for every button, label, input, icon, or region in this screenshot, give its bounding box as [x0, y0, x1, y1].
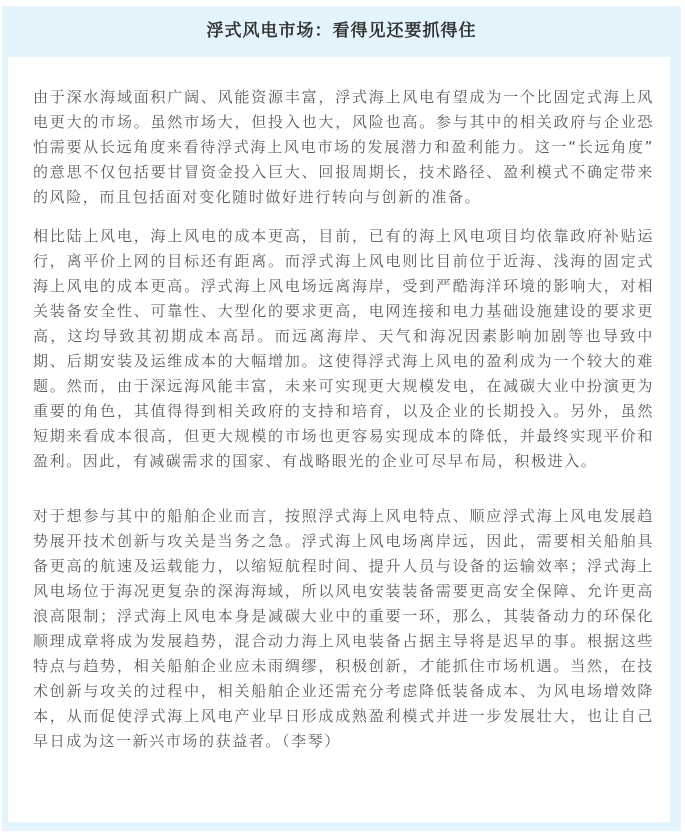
article-header — [2, 6, 681, 57]
paragraph: 对于想参与其中的船舶企业而言，按照浮式海上风电特点、顺应浮式海上风电发展趋势展开技术创新与攻关是当务之急。浮式海上风电场离岸远，因此，需要相关船舶具备更高的航速及运载能力，以缩短航程时间、提升人员与设备的运输效率；浮式海上风电场位于海况更复杂的深海海域，所以风电安装装备需要更高安全保障、允许更高浪高限制；浮式海上风电本身是减碳大业中的重要一环，那么，其装备动力的环保化顺理成章将成为发展趋势，混合动力海上风电装备占据主导将是迟早的事。根据这些特点与趋势，相关船舶企业应未雨绸缪，积极创新，才能抓住市场机遇。当然，在技术创新与攻关的过程中，相关船舶企业还需充分考虑降低装备成本、为风电场增效降本，从而促使浮式海上风电产业早日形成成熟盈利模式并进一步发展壮大，也让自己早日成为这一新兴市场的获益者。（李琴） — [33, 507, 654, 750]
paragraph: 由于深水海域面积广阔、风能资源丰富，浮式海上风电有望成为一个比固定式海上风电更大的市场。虽然市场大，但投入也大，风险也高。参与其中的相关政府与企业恐怕需要从长远角度来看待浮式海上风电市场的发展潜力和盈利能力。这一“长远角度”的意思不仅包括要甘冒资金投入巨大、回报周期长，技术路径、盈利模式不确定带来的风险，而且包括面对变化随时做好进行转向与创新的准备。 — [33, 88, 654, 206]
article-body — [8, 57, 670, 822]
article-title: 浮式风电市场：看得见还要抓得住 — [206, 21, 477, 41]
paragraph: 相比陆上风电，海上风电的成本更高，目前，已有的海上风电项目均依靠政府补贴运行，离平价上网的目标还有距离。而浮式海上风电则比目前位于近海、浅海的固定式海上风电的成本更高。浮式海上风电场远离海岸，受到严酷海洋环境的影响大，对相关装备安全性、可靠性、大型化的要求更高，电网连接和电力基础设施建设的要求更高，这均导致其初期成本高昂。而远离海岸、天气和海况因素影响加剧等也导致中期、后期安装及运维成本的大幅增加。这使得浮式海上风电的盈利成为一个较大的难题。然而，由于深远海风能丰富，未来可实现更大规模发电，在减碳大业中扮演更为重要的角色，其值得得到相关政府的支持和培育，以及企业的长期投入。另外，虽然短期来看成本很高，但更大规模的市场也更容易实现成本的降低，并最终实现平价和盈利。因此，有减碳需求的国家、有战略眼光的企业可尽早布局，积极进入。 — [33, 227, 654, 470]
article-panel — [2, 6, 681, 831]
